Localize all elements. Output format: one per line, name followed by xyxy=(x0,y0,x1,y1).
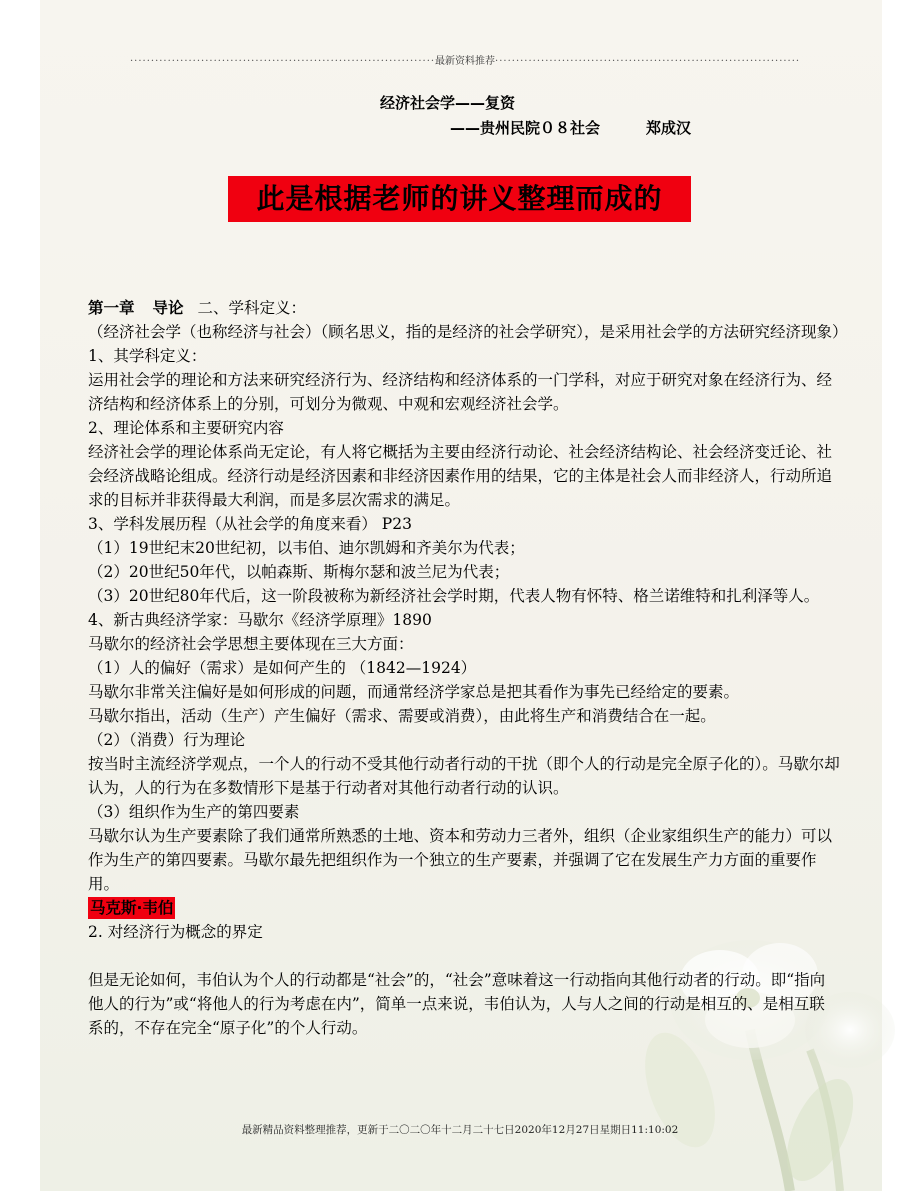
section-heading: 2. 对经济行为概念的界定 xyxy=(88,923,263,941)
chapter-subtitle: 二、学科定义： xyxy=(197,299,307,317)
highlight-heading xyxy=(88,896,840,920)
header-dots-right: ········································································· xyxy=(495,56,801,67)
paragraph: 马歇尔指出，活动（生产）产生偏好（需求、需要或消费），由此将生产和消费结合在一起。 xyxy=(88,707,716,725)
page-footer: 最新精品资料整理推荐，更新于二〇二〇年十二月二十七日2020年12月27日星期日11:10:02 xyxy=(241,1124,679,1136)
paragraph: 1、其学科定义： xyxy=(88,347,207,365)
paragraph: 经济社会学的理论体系尚无定论，有人将它概括为主要由经济行动论、社会经济结构论、社会经济变迁论、社会经济战略论组成。经济行动是经济因素和非经济因素作用的结果，它的主体是社会人而非经济人，行动所追求的目标并非获得最大利润，而是多层次需求的满足。 xyxy=(88,443,833,509)
paragraph: 按当时主流经济学观点，一个人的行动不受其他行动者行动的干扰（即个人的行动是完全原子化的）。马歇尔却认为，人的行为在多数情形下是基于行动者对其他行动者行动的认识。 xyxy=(88,755,840,797)
chapter-number: 第一章 xyxy=(88,299,135,317)
header-dots-left: ········································································· xyxy=(130,56,436,67)
paragraph: （1）19世纪末20世纪初，以韦伯、迪尔凯姆和齐美尔为代表； xyxy=(88,539,525,557)
paragraph: 2、理论体系和主要研究内容 xyxy=(88,419,284,437)
chapter-title: 导论 xyxy=(152,299,184,317)
spacer xyxy=(88,944,840,968)
paragraph: （3）20世纪80年代后，这一阶段被称为新经济社会学时期，代表人物有怀特、格兰诺维特和扎利泽等人。 xyxy=(88,587,820,605)
page-header xyxy=(130,52,801,67)
doc-title: 经济社会学——复资 xyxy=(380,94,516,112)
paragraph: （1）人的偏好（需求）是如何产生的 （1842—1924） xyxy=(88,659,477,677)
paragraph: （3）组织作为生产的第四要素 xyxy=(88,803,300,821)
highlight-banner: 此是根据老师的讲义整理而成的 xyxy=(228,176,691,222)
doc-subtitle-school: ——贵州民院０８社会 xyxy=(450,119,601,137)
paragraph: 运用社会学的理论和方法来研究经济行为、经济结构和经济体系的一门学科，对应于研究对象在经济行为、经济结构和经济体系上的分别，可划分为微观、中观和宏观经济社会学。 xyxy=(88,371,833,413)
chapter-heading xyxy=(88,296,840,320)
paragraph: 马歇尔非常关注偏好是如何形成的问题，而通常经济学家总是把其看作为事先已经给定的要素。 xyxy=(88,683,740,701)
paragraph: 马歇尔认为生产要素除了我们通常所熟悉的土地、资本和劳动力三者外，组织（企业家组织生产的能力）可以作为生产的第四要素。马歇尔最先把组织作为一个独立的生产要素，并强调了它在发展生产力方面的重要作用。 xyxy=(88,827,833,893)
paragraph: （经济社会学（也称经济与社会）（顾名思义，指的是经济的社会学研究），是采用社会学的方法研究经济现象） xyxy=(88,323,848,341)
paragraph: 4、新古典经济学家：马歇尔《经济学原理》1890 xyxy=(88,611,432,629)
paragraph: 马歇尔的经济社会学思想主要体现在三大方面： xyxy=(88,635,414,653)
doc-author: 郑成汉 xyxy=(646,119,692,137)
doc-subtitle xyxy=(450,117,691,138)
paragraph: （2）（消费）行为理论 xyxy=(88,731,246,749)
header-text: 最新资料推荐 xyxy=(435,56,496,67)
paragraph: 但是无论如何，韦伯认为个人的行动都是“社会”的，“社会”意味着这一行动指向其他行动者的行动。即“指向他人的行为”或“将他人的行为考虑在内”，简单一点来说，韦伯认为，人与人之间的行动是相互的、是相互联系的，不存在完全“原子化”的个人行动。 xyxy=(88,971,826,1037)
highlight-name: 马克斯·韦伯 xyxy=(90,899,174,917)
document-body xyxy=(88,296,848,1040)
paragraph: （2）20世纪50年代，以帕森斯、斯梅尔瑟和波兰尼为代表； xyxy=(88,563,510,581)
paragraph: 3、学科发展历程（从社会学的角度来看） P23 xyxy=(88,515,412,533)
